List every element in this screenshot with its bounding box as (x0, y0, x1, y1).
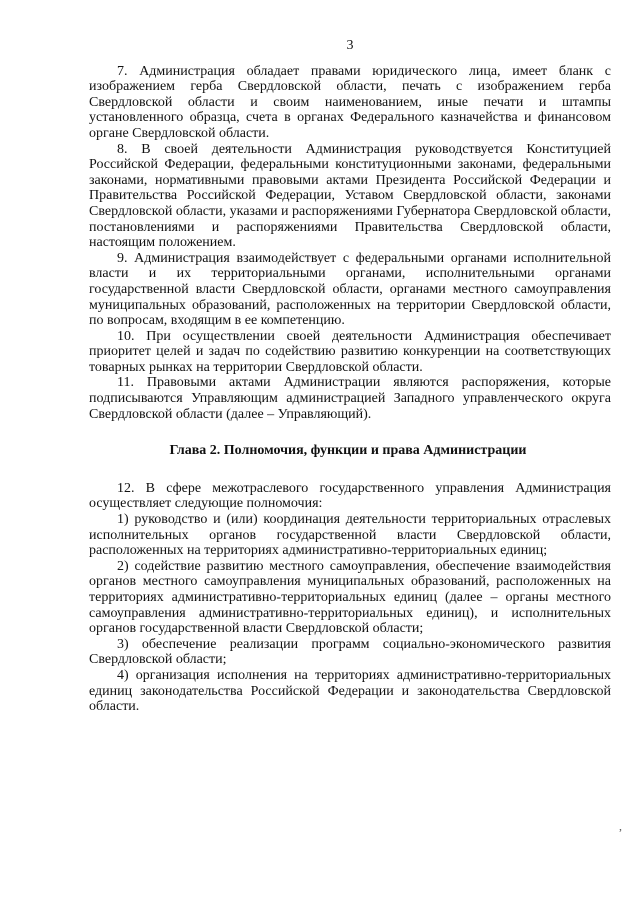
list-item-3: 3) обеспечение реализации программ социально-экономического развития Свердловской области; (89, 636, 611, 668)
list-item-4: 4) организация исполнения на территориях административно-территориальных единиц законодательства Российской Федерации и законодательства Свердловской области. (89, 667, 611, 715)
stray-mark: , (619, 819, 622, 833)
paragraph-11: 11. Правовыми актами Администрации являются распоряжения, которые подписываются Управляющим администрацией Западного управленческого округа Свердловской области (далее – Управляющий). (89, 375, 611, 422)
chapter-title: Глава 2. Полномочия, функции и права Администрации (169, 443, 527, 459)
paragraph-12: 12. В сфере межотраслевого государственного управления Администрация осуществляет следующие полномочия: (89, 480, 611, 512)
list-item-1: 1) руководство и (или) координация деятельности территориальных отраслевых исполнительных органов государственной власти Свердловской области, расположенных на территориях административно-территориальных единиц; (89, 512, 611, 559)
paragraph-8: 8. В своей деятельности Администрация руководствуется Конституцией Российской Федерации, федеральными конституционными законами, федеральными законами, нормативными правовыми актами Президента Российской Федерации и Правительства Российской Федерации, Уставом Свердловской области, законами Свердловской области, указами и распоряжениями Губернатора Свердловской области, постановлениями и распоряжениями Правительства Свердловской области, настоящим положением. (89, 141, 612, 251)
paragraph-9: 9. Администрация взаимодействует с федеральными органами исполнительной власти и их территориальными органами, исполнительными органами государственной власти Свердловской области, органами местного самоуправления муниципальных образований, расположенных на территории Свердловской области, по вопросам, входящим в ее компетенцию. (89, 250, 611, 329)
page-number: 3 (346, 38, 354, 53)
paragraph-10: 10. При осуществлении своей деятельности Администрация обеспечивает приоритет целей и задач по содействию развитию конкуренции на соответствующих товарных рынках на территории Свердловской области. (89, 328, 611, 375)
list-item-2: 2) содействие развитию местного самоуправления, обеспечение взаимодействия органов местного самоуправления муниципальных образований, расположенных на территориях административно-территориальных единиц (далее – органы местного самоуправления административно-территориальных единиц), и исполнительных органов государственной власти Свердловской области; (89, 558, 611, 637)
paragraph-7: 7. Администрация обладает правами юридического лица, имеет бланк с изображением герба Свердловской области, печать с изображением герба Свердловской области и своим наименованием, иные печати и штампы установленного образца, счета в органах Федерального казначейства и финансовом органе Свердловской области. (89, 63, 611, 141)
